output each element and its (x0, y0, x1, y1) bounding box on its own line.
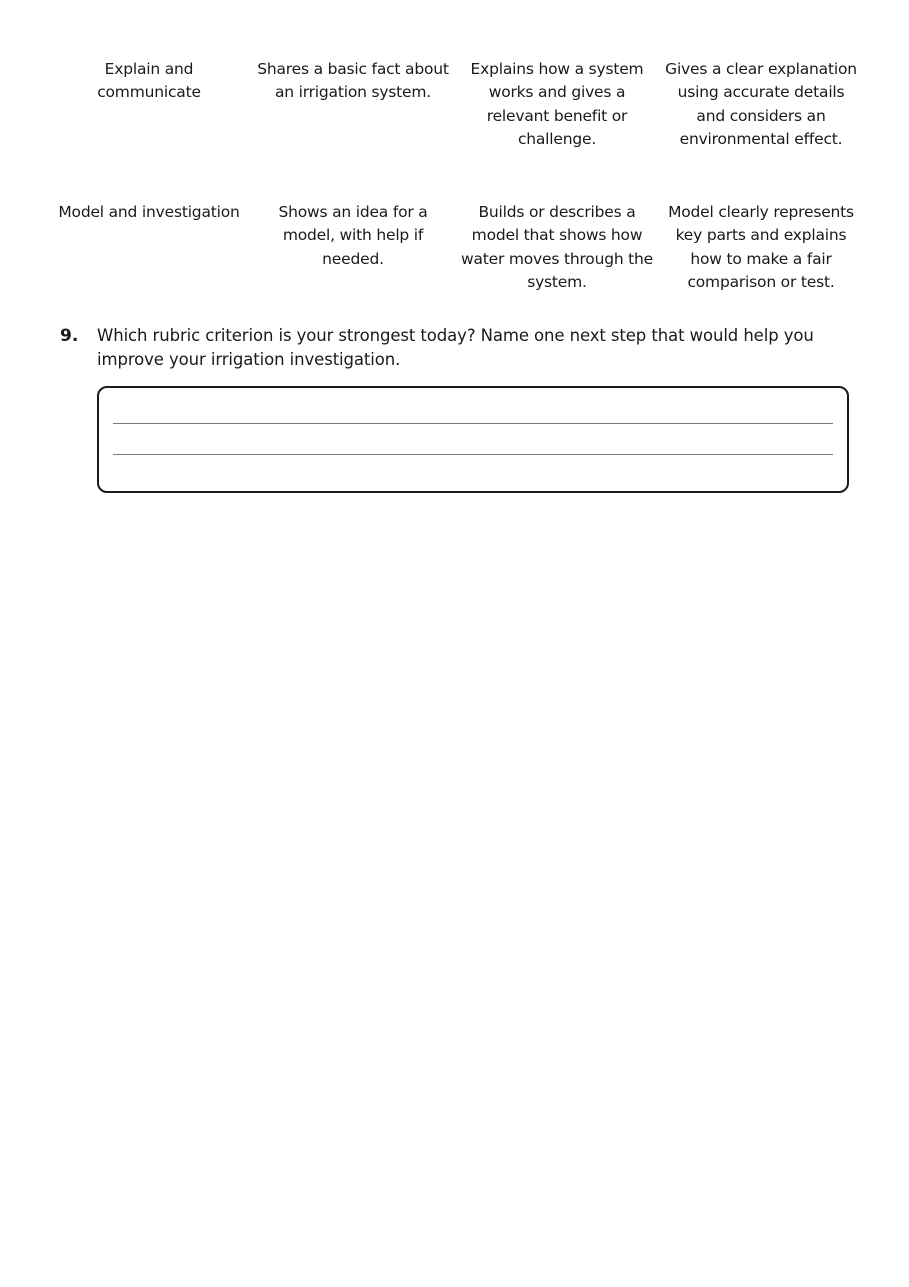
question-text: Which rubric criterion is your strongest today? Name one next step that would help you improve your irrigation investigation. (97, 326, 814, 369)
level-3-cell: Model clearly represents key parts and explains how to make a fair comparison or test. (668, 203, 854, 291)
answer-line[interactable] (113, 454, 833, 455)
level-1-cell: Shares a basic fact about an irrigation system. (257, 60, 449, 102)
criterion-cell: Model and investigation (58, 203, 240, 221)
rubric-table (47, 58, 863, 313)
question-number: 9. (60, 326, 79, 346)
rubric-row-explain-communicate (47, 58, 863, 201)
criterion-cell: Explain and communicate (97, 60, 201, 102)
rubric-row-model-investigation (47, 201, 863, 313)
level-2-cell: Explains how a system works and gives a relevant benefit or challenge. (470, 60, 644, 148)
answer-line[interactable] (113, 423, 833, 424)
answer-box[interactable] (97, 386, 849, 493)
level-1-cell: Shows an idea for a model, with help if needed. (278, 203, 428, 268)
level-2-cell: Builds or describes a model that shows how water moves through the system. (460, 203, 654, 291)
level-3-cell: Gives a clear explanation using accurate details and considers an environmental effect. (665, 60, 857, 148)
